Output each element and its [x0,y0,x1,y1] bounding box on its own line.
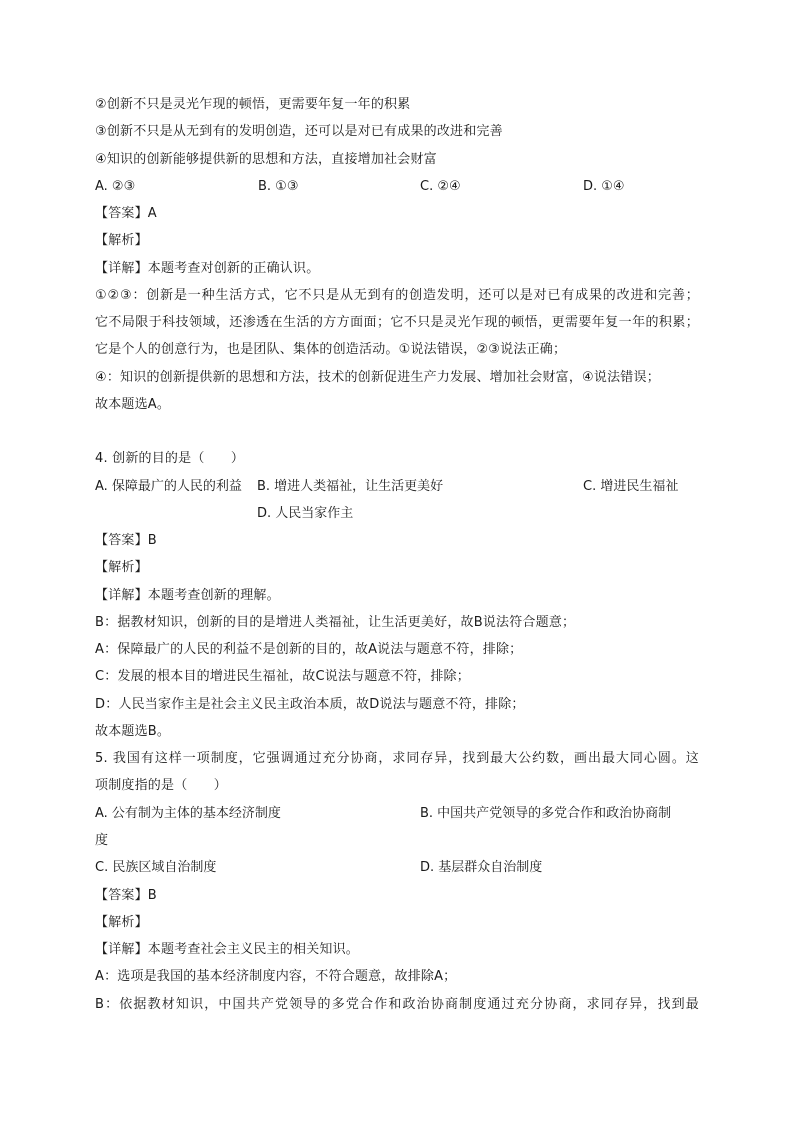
q3-option-d: D. ①④ [583,179,625,194]
q3-statement-4: ④知识的创新能够提供新的思想和方法，直接增加社会财富 [95,152,437,167]
q4-detail-line: 【详解】本题考查创新的理解。 [95,588,280,603]
q3-option-c: C. ②④ [420,179,461,194]
q5-option-d: D. 基层群众自治制度 [420,860,543,875]
q5-analysis-heading: 【解析】 [95,915,148,930]
q4-detail-line: B：据教材知识，创新的目的是增进人类福祉，让生活更美好，故B说法符合题意； [95,615,576,630]
q3-option-a: A. ②③ [95,179,136,194]
q3-analysis-heading: 【解析】 [95,233,148,248]
q4-option-b: B. 增进人类福祉，让生活更美好 [257,479,444,494]
q4-option-d: D. 人民当家作主 [257,506,354,521]
q3-detail-line: ①②③：创新是一种生活方式，它不只是从无到有的创造发明，还可以是对已有成果的改进和完善； [95,288,699,303]
q3-detail-line: 它是个人的创意行为，也是团队、集体的创造活动。①说法错误，②③说法正确； [95,342,567,357]
q4-option-c: C. 增进民生福祉 [583,479,679,494]
q3-detail-line: 故本题选A。 [95,397,171,412]
q5-stem-line-2: 项制度指的是（ ） [95,778,228,793]
q5-option-b: B. 中国共产党领导的多党合作和政治协商制 [420,806,672,821]
q4-detail-line: 故本题选B。 [95,724,171,739]
q4-stem: 4. 创新的目的是（ ） [95,451,245,466]
q5-detail-line: B：依据教材知识，中国共产党领导的多党合作和政治协商制度通过充分协商，求同存异，找到最 [95,997,699,1012]
q4-detail-line: C：发展的根本目的增进民生福祉，故C说法与题意不符，排除； [95,669,470,684]
q3-statement-2: ②创新不只是灵光乍现的顿悟，更需要年复一年的积累 [95,97,411,112]
q5-answer: 【答案】B [95,888,157,903]
q3-detail-line: 它不局限于科技领域，还渗透在生活的方方面面；它不只是灵光乍现的顿悟，更需要年复一年的积累； [95,315,699,330]
q3-option-b: B. ①③ [258,179,299,194]
q3-answer: 【答案】A [95,206,157,221]
q4-detail-line: A：保障最广的人民的利益不是创新的目的，故A说法与题意不符，排除； [95,642,523,657]
q4-analysis-heading: 【解析】 [95,560,148,575]
q3-detail-line: ④：知识的创新提供新的思想和方法，技术的创新促进生产力发展、增加社会财富，④说法错误； [95,370,660,385]
q4-answer: 【答案】B [95,533,157,548]
q5-stem-line-1: 5. 我国有这样一项制度，它强调通过充分协商，求同存异，找到最大公约数，画出最大同心圆。这 [95,751,699,766]
q4-detail-line: D：人民当家作主是社会主义民主政治本质，故D说法与题意不符，排除； [95,697,525,712]
q4-option-a: A. 保障最广的人民的利益 [95,479,242,494]
q5-option-a: A. 公有制为主体的基本经济制度 [95,806,281,821]
q5-detail-line: 【详解】本题考查社会主义民主的相关知识。 [95,942,360,957]
q5-option-b-wrap: 度 [95,833,109,848]
q3-statement-3: ③创新不只是从无到有的发明创造，还可以是对已有成果的改进和完善 [95,124,503,139]
q5-detail-line: A：选项是我国的基本经济制度内容，不符合题意，故排除A； [95,969,457,984]
q5-option-c: C. 民族区域自治制度 [95,860,217,875]
q3-detail-line: 【详解】本题考查对创新的正确认识。 [95,261,320,276]
